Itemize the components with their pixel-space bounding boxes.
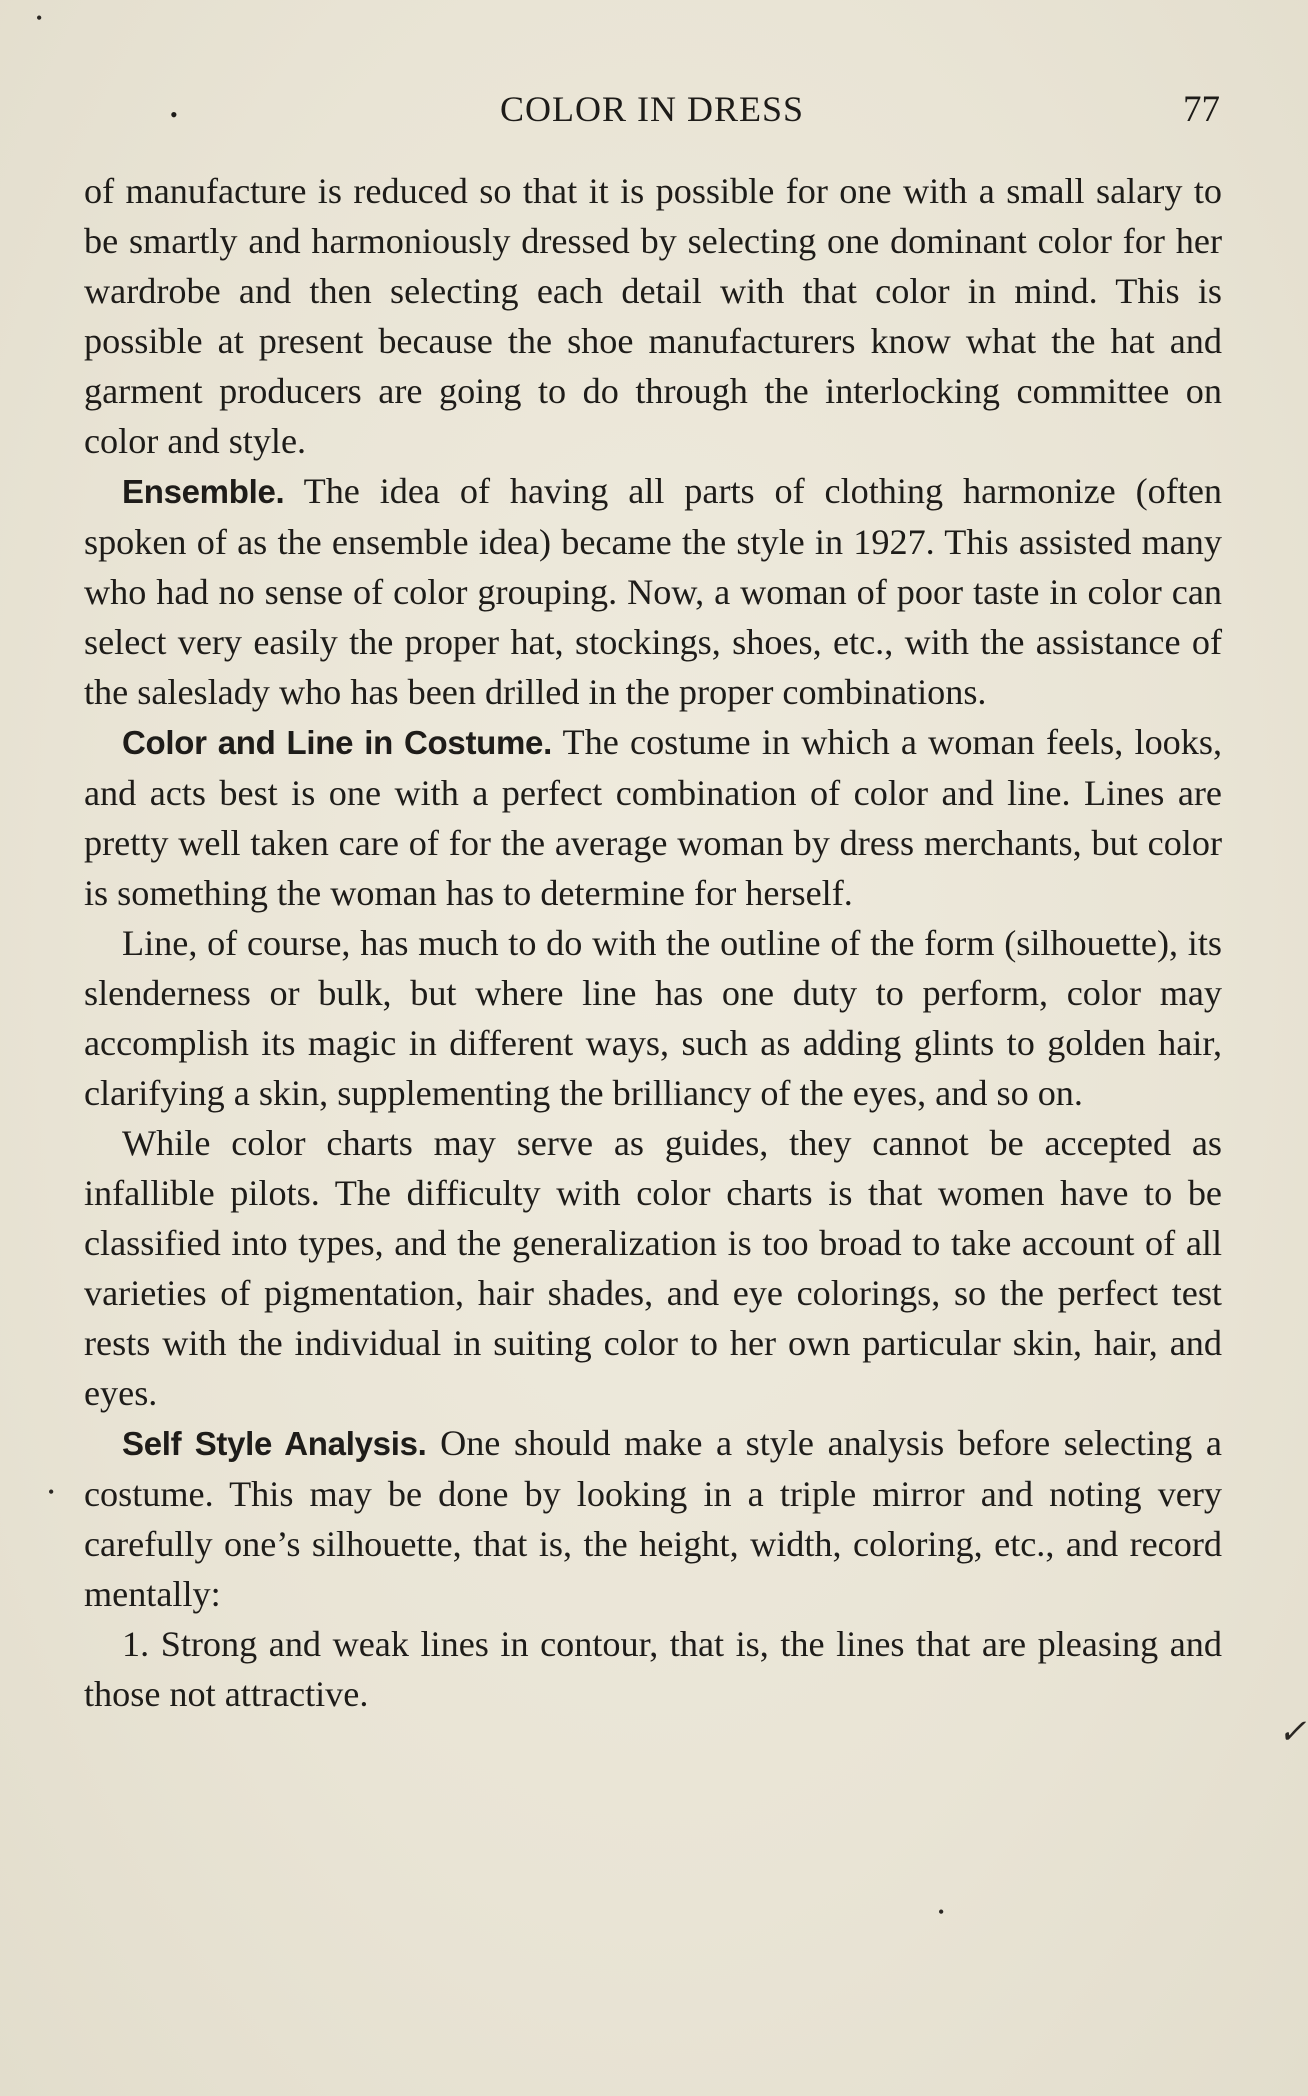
list-item-text: 1. Strong and weak lines in contour, that is, the lines that are pleasing and those not attractive. xyxy=(84,1624,1222,1714)
paragraph-text: While color charts may serve as guides, they cannot be accepted as infallible pilots. The difficulty with color charts is that women have to be classified into types, and the generalization is too broad to take account of all varieties of pigmentation, hair shades, and eye colorings, so the perfect test rests with the individual in suiting color to her own particular skin, hair, and eyes. xyxy=(84,1123,1222,1413)
running-header xyxy=(84,88,1220,138)
paragraph-ensemble xyxy=(84,466,1222,717)
margin-check-mark: ✓ xyxy=(1278,1714,1307,1751)
running-title: COLOR IN DRESS xyxy=(499,89,805,129)
header-bullet: • xyxy=(170,102,178,127)
paragraph-self-style-analysis xyxy=(84,1418,1222,1619)
stray-dot: • xyxy=(48,1482,55,1502)
section-heading-self-style-analysis: Self Style Analysis. xyxy=(122,1425,427,1462)
paragraph-text: The idea of having all parts of clothing harmonize (often spoken of as the ensemble idea) became the style in 1927. This assisted many who had no sense of color grouping. Now, a woman of poor taste in color can select very easily the proper hat, stockings, shoes, etc., with the assistance of the saleslady who has been drilled in the proper combinations. xyxy=(84,471,1222,712)
list-item-1 xyxy=(84,1619,1222,1719)
paragraph-text: Line, of course, has much to do with the outline of the form (silhouette), its slenderness or bulk, but where line has one duty to perform, color may accomplish its magic in different ways, such as adding glints to golden hair, clarifying a skin, supplementing the brilliancy of the eyes, and so on. xyxy=(84,923,1222,1113)
paragraph-1 xyxy=(84,166,1222,466)
paragraph-text: One should make a style analysis before selecting a costume. This may be done by looking in a triple mirror and noting very carefully one’s silhouette, that is, the height, width, coloring, etc., and record mentally: xyxy=(84,1423,1222,1614)
page-number: 77 xyxy=(1183,89,1220,130)
paragraph-color-charts xyxy=(84,1118,1222,1418)
paragraph-text: of manufacture is reduced so that it is possible for one with a small salary to be smartly and harmoniously dressed by selecting one dominant color for her wardrobe and then selecting each detail with that color in mind. This is possible at present because the shoe manufacturers know what the hat and garment producers are going to do through the interlocking committee on color and style. xyxy=(84,171,1222,461)
paragraph-text: The costume in which a woman feels, looks, and acts best is one with a perfect combination of color and line. Lines are pretty well taken care of for the average woman by dress merchants, but color is something the woman has to determine for herself. xyxy=(84,722,1222,913)
paragraph-color-and-line xyxy=(84,717,1222,918)
stray-dot: • xyxy=(938,1902,945,1922)
stray-dot: • xyxy=(36,8,43,28)
section-heading-color-and-line: Color and Line in Costume. xyxy=(122,724,552,761)
body-text xyxy=(84,166,1222,1719)
paragraph-line xyxy=(84,918,1222,1118)
section-heading-ensemble: Ensemble. xyxy=(122,473,285,510)
